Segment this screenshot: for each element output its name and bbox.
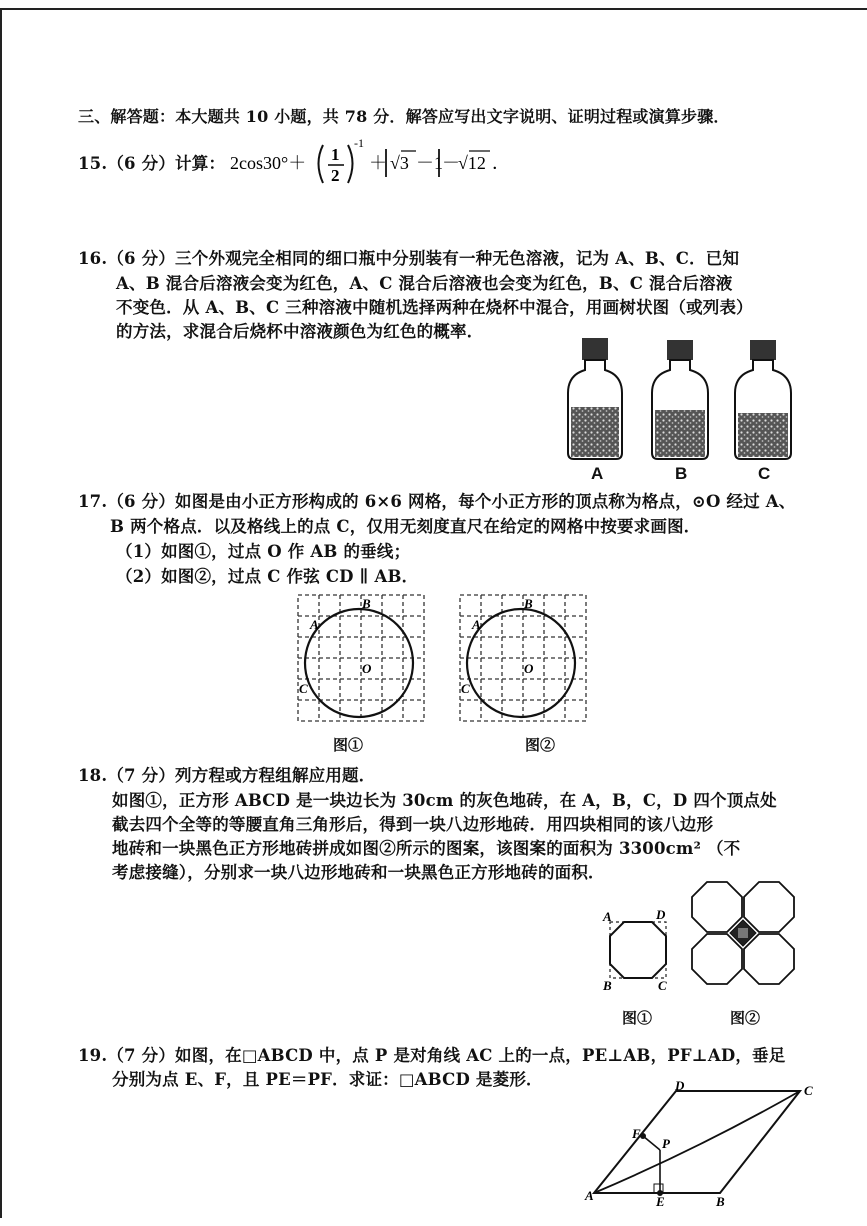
grid2-label-c: C (461, 681, 470, 696)
q17-number: 17. (78, 492, 108, 511)
jar-label-a: A (591, 464, 604, 483)
q18-figure-1 (600, 905, 680, 995)
q15-expr-c: － (442, 153, 460, 173)
q15-end: ． (492, 153, 510, 173)
grid2-label-a: A (472, 617, 481, 632)
q16-line-1 (78, 245, 739, 269)
jar-a-icon (568, 338, 622, 459)
q18-figure-2 (690, 880, 800, 996)
jar-b-icon (652, 340, 708, 459)
q16-line-4: 的方法，求混合后烧杯中溶液颜色为红色的概率． (116, 322, 484, 341)
q19-label-f: F (632, 1126, 641, 1141)
q17-points: （6 分） (107, 492, 176, 511)
q15-expr-b: ＋ (369, 153, 387, 173)
q15-frac-den: 2 (331, 166, 340, 185)
q19-number: 19. (78, 1046, 108, 1065)
q15-abs-b: －1 (416, 153, 443, 173)
q16-points: （6 分） (107, 249, 176, 268)
q16-number: 16. (78, 249, 108, 268)
q18-caption-2: 图② (730, 1009, 761, 1027)
q19-parallelogram-figure (580, 1078, 820, 1209)
q17-text-0: 如图是由小正方形构成的 6×6 网格，每个小正方形的顶点称为格点，⊙O 经过 A、 (175, 492, 796, 511)
q15-prompt: 计算： (175, 154, 226, 173)
grid1-label-c: C (299, 681, 308, 696)
q17-line-1 (78, 488, 796, 512)
q18-number: 18. (78, 766, 108, 785)
q16-line-2: A、B 混合后溶液会变为红色，A、C 混合后溶液也会变为红色，B、C 混合后溶液 (116, 274, 733, 293)
grid2-label-o: O (524, 661, 534, 676)
grid1-label-a: A (310, 617, 319, 632)
q19-line-2: 分别为点 E、F，且 PE＝PF．求证：□ABCD 是菱形． (112, 1070, 543, 1089)
q19-label-c: C (804, 1083, 813, 1098)
q15 (78, 150, 225, 174)
q19-label-b: B (716, 1194, 725, 1209)
q15-number: 15. (78, 154, 108, 173)
q17-sub-1: （1）如图①，过点 O 作 AB 的垂线； (116, 542, 411, 561)
q15-abs-a: √3 (390, 153, 409, 173)
jar-label-b: B (675, 464, 688, 483)
top-border (0, 8, 867, 10)
q17-caption-2: 图② (525, 736, 556, 754)
q18f1-label-c: C (658, 978, 667, 993)
jar-c-icon (735, 340, 791, 459)
jar-label-c: C (758, 464, 771, 483)
q17-sub-2: （2）如图②，过点 C 作弦 CD ∥ AB． (116, 567, 419, 586)
left-border (0, 8, 2, 1218)
q15-expr-a: 2cos30°＋ (230, 153, 307, 173)
grid1-label-o: O (362, 661, 372, 676)
q18f1-label-a: A (603, 909, 612, 924)
grid2-label-b: B (524, 596, 533, 611)
q19-points: （7 分） (107, 1046, 176, 1065)
q17-line-2: B 两个格点．以及格线上的点 C，仅用无刻度直尺在给定的网格中按要求画图． (110, 517, 701, 536)
q18-line-5: 考虑接缝），分别求一块八边形地砖和一块黑色正方形地砖的面积． (112, 863, 605, 882)
q18-points: （7 分） (107, 766, 176, 785)
q18-title: 列方程或方程组解应用题． (175, 766, 376, 785)
q15-exponent: -1 (354, 136, 364, 150)
q15-frac-num: 1 (331, 145, 340, 164)
q18-line-3: 截去四个全等的等腰直角三角形后，得到一块八边形地砖．用四块相同的该八边形 (112, 815, 714, 834)
q18f1-label-b: B (603, 978, 612, 993)
q19-line-1 (78, 1042, 785, 1066)
q19-label-e: E (656, 1194, 665, 1209)
q15-expression (228, 135, 508, 191)
q19-text-0: 如图，在□ABCD 中，点 P 是对角线 AC 上的一点，PE⊥AB，PF⊥AD，垂足 (175, 1046, 786, 1065)
q15-points: （6 分） (107, 154, 176, 173)
section-header: 三、解答题：本大题共 10 小题，共 78 分．解答应写出文字说明、证明过程或演算步骤． (78, 107, 730, 126)
q16-text-0: 三个外观完全相同的细口瓶中分别装有一种无色溶液，记为 A、B、C．已知 (175, 249, 740, 268)
q15-sqrt12: √12 (458, 153, 486, 173)
q18f1-label-d: D (656, 907, 666, 922)
q17-grid-2 (458, 593, 592, 725)
q17-grid-1 (296, 593, 430, 725)
q16-jars-figure (560, 335, 810, 485)
grid1-label-b: B (362, 596, 371, 611)
q18-caption-1: 图① (622, 1009, 653, 1027)
q18-line-2: 如图①，正方形 ABCD 是一块边长为 30cm 的灰色地砖，在 A，B，C，D 四个顶点处 (112, 791, 777, 810)
q19-label-d: D (675, 1078, 685, 1093)
q19-label-a: A (585, 1188, 594, 1203)
q19-label-p: P (662, 1136, 670, 1151)
q18-line-4: 地砖和一块黑色正方形地砖拼成如图②所示的图案，该图案的面积为 3300cm² （不 (112, 839, 741, 858)
q16-line-3: 不变色．从 A、B、C 三种溶液中随机选择两种在烧杯中混合，用画树状图（或列表） (116, 298, 753, 317)
q17-caption-1: 图① (333, 736, 364, 754)
q18-line-1 (78, 762, 375, 786)
